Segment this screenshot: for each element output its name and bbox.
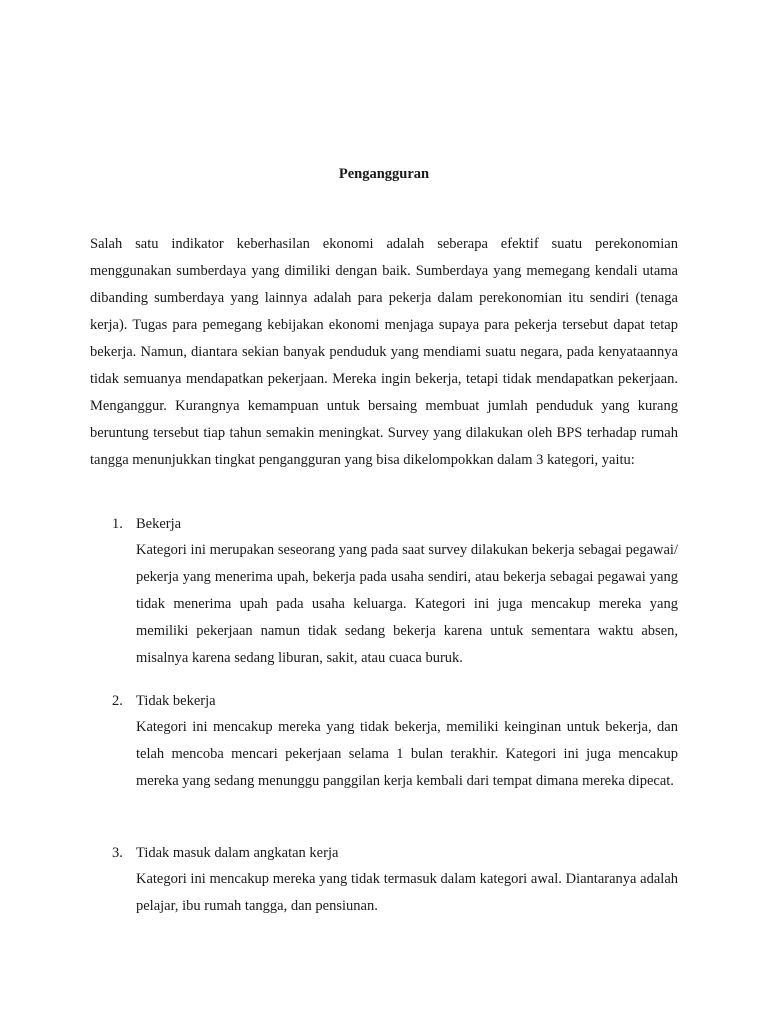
- list-item-heading: Tidak masuk dalam angkatan kerja: [136, 845, 339, 861]
- list-item-body: Kategori ini mencakup mereka yang tidak termasuk dalam kategori awal. Diantaranya adalah pelajar, ibu rumah tangga, dan pensiunan.: [136, 871, 678, 914]
- list-item-heading: Bekerja: [136, 516, 182, 532]
- list-item-number: 2.: [112, 693, 123, 709]
- list-item-number: 3.: [112, 845, 123, 861]
- list-item-heading: Tidak bekerja: [136, 693, 216, 709]
- list-item-body: Kategori ini mencakup mereka yang tidak bekerja, memiliki keinginan untuk bekerja, dan telah mencoba mencari pekerjaan selama 1 bulan terakhir. Kategori ini juga mencakup mereka yang sedang menunggu panggilan kerja kembali dari tempat dimana mereka dipecat.: [136, 719, 678, 789]
- list-item-body: Kategori ini merupakan seseorang yang pada saat survey dilakukan bekerja sebagai pegawai/ pekerja yang menerima upah, bekerja pada usaha sendiri, atau bekerja sebagai pegawai yang tidak menerima upah pada usaha keluarga. Kategori ini juga mencakup mereka yang memiliki pekerjaan namun tidak sedang bekerja karena untuk sementara waktu absen, misalnya karena sedang liburan, sakit, atau cuaca buruk.: [136, 542, 678, 666]
- list-item-number: 1.: [112, 516, 123, 532]
- page-title: Pengangguran: [338, 166, 430, 182]
- intro-paragraph: Salah satu indikator keberhasilan ekonomi adalah seberapa efektif suatu perekonomian menggunakan sumberdaya yang dimiliki dengan baik. Sumberdaya yang memegang kendali utama dibanding sumberdaya yang lainnya adalah para pekerja dalam perekonomian itu sendiri (tenaga kerja). Tugas para pemegang kebijakan ekonomi menjaga supaya para pekerja tersebut dapat tetap bekerja. Namun, diantara sekian banyak penduduk yang mendiami suatu negara, pada kenyataannya tidak semuanya mendapatkan pekerjaan. Mereka ingin bekerja, tetapi tidak mendapatkan pekerjaan. Menganggur. Kurangnya kemampuan untuk bersaing membuat jumlah penduduk yang kurang beruntung tersebut tiap tahun semakin meningkat. Survey yang dilakukan oleh BPS terhadap rumah tangga menunjukkan tingkat pengangguran yang bisa dikelompokkan dalam 3 kategori, yaitu:: [90, 236, 678, 468]
